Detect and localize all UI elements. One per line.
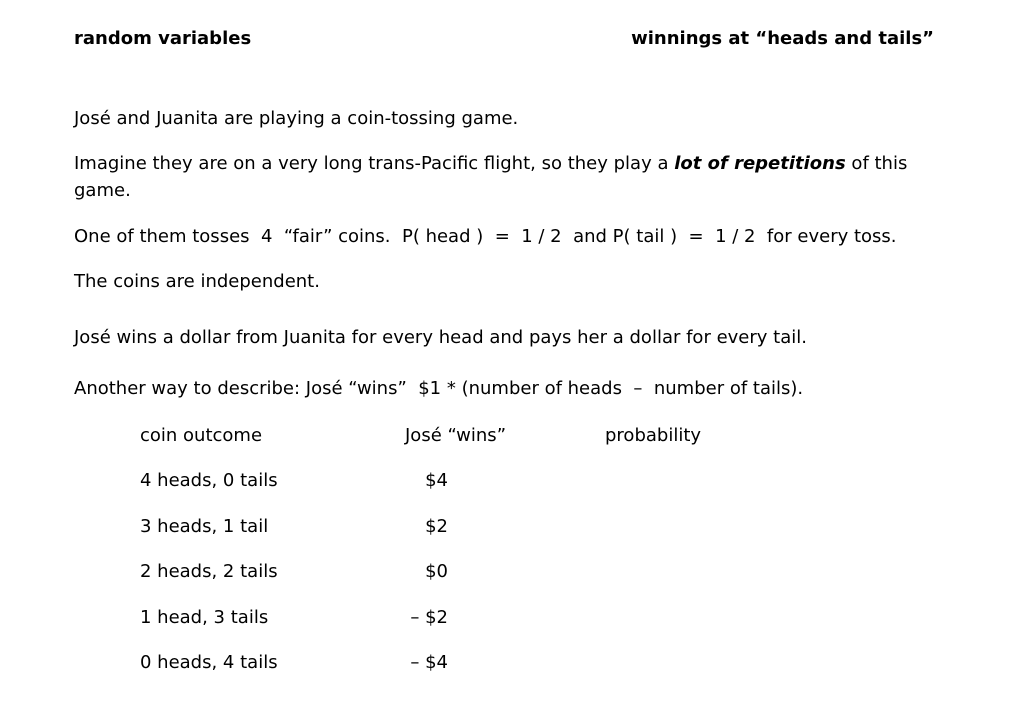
paragraph-flight-text-after: of this game. — [74, 153, 908, 201]
table-row-wins: $0 — [425, 561, 448, 582]
paragraph-flight — [74, 150, 914, 204]
table-row-wins: $2 — [425, 516, 448, 537]
table-row-outcome: 2 heads, 2 tails — [140, 561, 278, 582]
table-header-wins: José “wins” — [405, 425, 507, 446]
table-row-outcome: 0 heads, 4 tails — [140, 652, 278, 673]
paragraph-independent: The coins are independent. — [74, 271, 320, 292]
table-row-outcome: 3 heads, 1 tail — [140, 516, 269, 537]
table-row-wins: – $2 — [410, 607, 448, 628]
paragraph-flight-text-before: Imagine they are on a very long trans-Pacific flight, so they play a — [74, 153, 675, 174]
paragraph-formula: Another way to describe: José “wins” $1 * (number of heads – number of tails). — [74, 378, 804, 399]
table-header-probability: probability — [605, 425, 702, 446]
table-row-outcome: 1 head, 3 tails — [140, 607, 269, 628]
paragraph-flight-emphasis: lot of repetitions — [674, 153, 846, 174]
paragraph-coins: One of them tosses 4 “fair” coins. P( head ) = 1 / 2 and P( tail ) = 1 / 2 for every toss. — [74, 226, 897, 247]
paragraph-intro: José and Juanita are playing a coin-tossing game. — [74, 108, 519, 129]
table-header-outcome: coin outcome — [140, 425, 263, 446]
header-title-right: winnings at “heads and tails” — [631, 28, 934, 49]
table-row-wins: $4 — [425, 470, 448, 491]
table-row-wins: – $4 — [410, 652, 448, 673]
table-row-outcome: 4 heads, 0 tails — [140, 470, 278, 491]
paragraph-rules: José wins a dollar from Juanita for every head and pays her a dollar for every tail. — [74, 327, 807, 348]
header-title-left: random variables — [74, 28, 252, 49]
